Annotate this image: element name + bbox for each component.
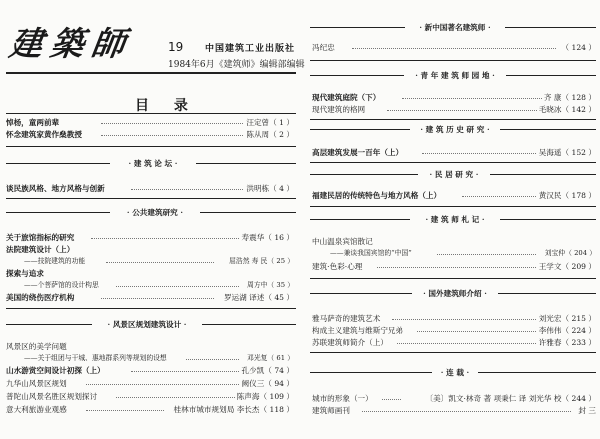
toc-entry[interactable]: 美国的绕伤医疗机构 罗运湖 译述（ 45 ） bbox=[6, 293, 294, 302]
divider bbox=[310, 162, 596, 163]
edition-line: 1984年6月《建筑师》编辑部编辑 bbox=[168, 60, 305, 70]
toc-entry[interactable]: 普陀山风景名胜区规划探讨 陈声海（ 109 ） bbox=[6, 392, 294, 401]
divider bbox=[6, 146, 296, 147]
toc-entry[interactable]: 关于旅馆指标的研究 寿震华（ 16 ） bbox=[6, 233, 294, 242]
header-rule bbox=[6, 72, 296, 74]
divider bbox=[6, 113, 296, 114]
section-heading: · 民 居 研 究 · bbox=[418, 169, 490, 180]
toc-entry[interactable]: 现代建筑庭院（下） 齐 康（ 128 ） bbox=[312, 93, 596, 102]
divider bbox=[310, 352, 596, 353]
toc-entry[interactable]: 怀念建筑家黄作燊教授 陈从周（ 2 ） bbox=[6, 130, 294, 139]
divider bbox=[310, 206, 596, 207]
toc-entry[interactable]: 中山温泉宾馆散记 bbox=[312, 237, 373, 246]
toc-entry-subtitle: ——关于组团与干城、惠地群系列等规划的设想 邓光复（ 61 ） bbox=[24, 354, 294, 362]
toc-entry[interactable]: 现代建筑的格网 毛晓冰（ 142 ） bbox=[312, 105, 596, 114]
toc-entry[interactable]: 建筑师画刊 封 三 bbox=[312, 406, 596, 415]
divider bbox=[310, 60, 596, 61]
toc-entry[interactable]: 苏联建筑师简介（上） 许雅春（ 233 ） bbox=[312, 338, 596, 347]
section-heading: · 连 载 · bbox=[432, 367, 478, 378]
section-heading: · 建 筑 师 札 记 · bbox=[410, 214, 500, 225]
toc-entry[interactable]: 悼杨，童两前辈 汪定曾（ 1 ） bbox=[6, 118, 294, 127]
toc-entry[interactable]: 探索与追求 bbox=[6, 269, 44, 278]
toc-entry[interactable]: 意大利旅游业观感 桂林市城市规划局 李长杰（ 118 ） bbox=[6, 405, 294, 414]
toc-entry[interactable]: 风景区的美学问题 bbox=[6, 342, 67, 351]
toc-title: 目 录 bbox=[135, 98, 198, 114]
section-heading: · 建 筑 论 坛 · bbox=[110, 158, 196, 169]
toc-entry-subtitle: ——兼谈我国宾馆的“中国” 刘宝仲（ 204 ） bbox=[330, 249, 596, 257]
magazine-logo: 建築師 bbox=[6, 24, 136, 63]
toc-entry-subtitle: ——技院建筑的功能 屈浩然 寿 民（ 25 ） bbox=[24, 257, 294, 265]
toc-entry[interactable]: 法院建筑设计（上） bbox=[6, 245, 75, 254]
toc-entry[interactable]: 建筑·色彩·心理 王学文（ 209 ） bbox=[312, 262, 596, 271]
toc-entry[interactable]: 冯纪忠 （ 124 ） bbox=[312, 43, 596, 52]
divider bbox=[310, 119, 596, 120]
issue-number: 19 bbox=[168, 40, 184, 54]
publisher-name: 中国建筑工业出版社 bbox=[205, 44, 296, 54]
toc-entry[interactable]: 九华山风景区规划 阙仪三（ 94 ） bbox=[6, 379, 294, 388]
toc-entry[interactable]: 城市的形象（一） 〔美〕凯文·林奇 著 项秉仁 译 刘光华 校（ 244 ） bbox=[312, 394, 596, 403]
section-heading: · 青 年 建 筑 师 园 地 · bbox=[404, 70, 506, 81]
section-heading: · 建 筑 历 史 研 究 · bbox=[410, 124, 500, 135]
toc-entry[interactable]: 高层建筑发展一百年（上） 吴海遥（ 152 ） bbox=[312, 148, 596, 157]
toc-entry[interactable]: 雅马萨奇的建筑艺术 刘光宏（ 215 ） bbox=[312, 314, 596, 323]
divider bbox=[6, 308, 296, 309]
divider bbox=[6, 198, 296, 199]
section-heading: · 国外建筑师介绍 · bbox=[412, 288, 498, 299]
toc-entry[interactable]: 山水游赏空间设计初探（上） 孔少凯（ 74 ） bbox=[6, 366, 294, 375]
toc-entry[interactable]: 构成主义建筑与维斯宁兄弟 李伟伟（ 224 ） bbox=[312, 326, 596, 335]
toc-entry[interactable]: 福建民居的传统特色与地方风格（上） 黄汉民（ 178 ） bbox=[312, 191, 596, 200]
section-heading: · 公共建筑研究 · bbox=[110, 207, 200, 218]
section-heading: · 风景区规划建筑设计 · bbox=[92, 319, 202, 330]
section-heading: · 新中国著名建筑师 · bbox=[405, 22, 505, 33]
toc-entry[interactable]: 谈民族风格、地方风格与创新 洪明栋（ 4 ） bbox=[6, 184, 294, 193]
toc-entry-subtitle: ——个菩萨馆的设计构思 周方中（ 35 ） bbox=[24, 281, 294, 289]
divider bbox=[310, 278, 596, 279]
